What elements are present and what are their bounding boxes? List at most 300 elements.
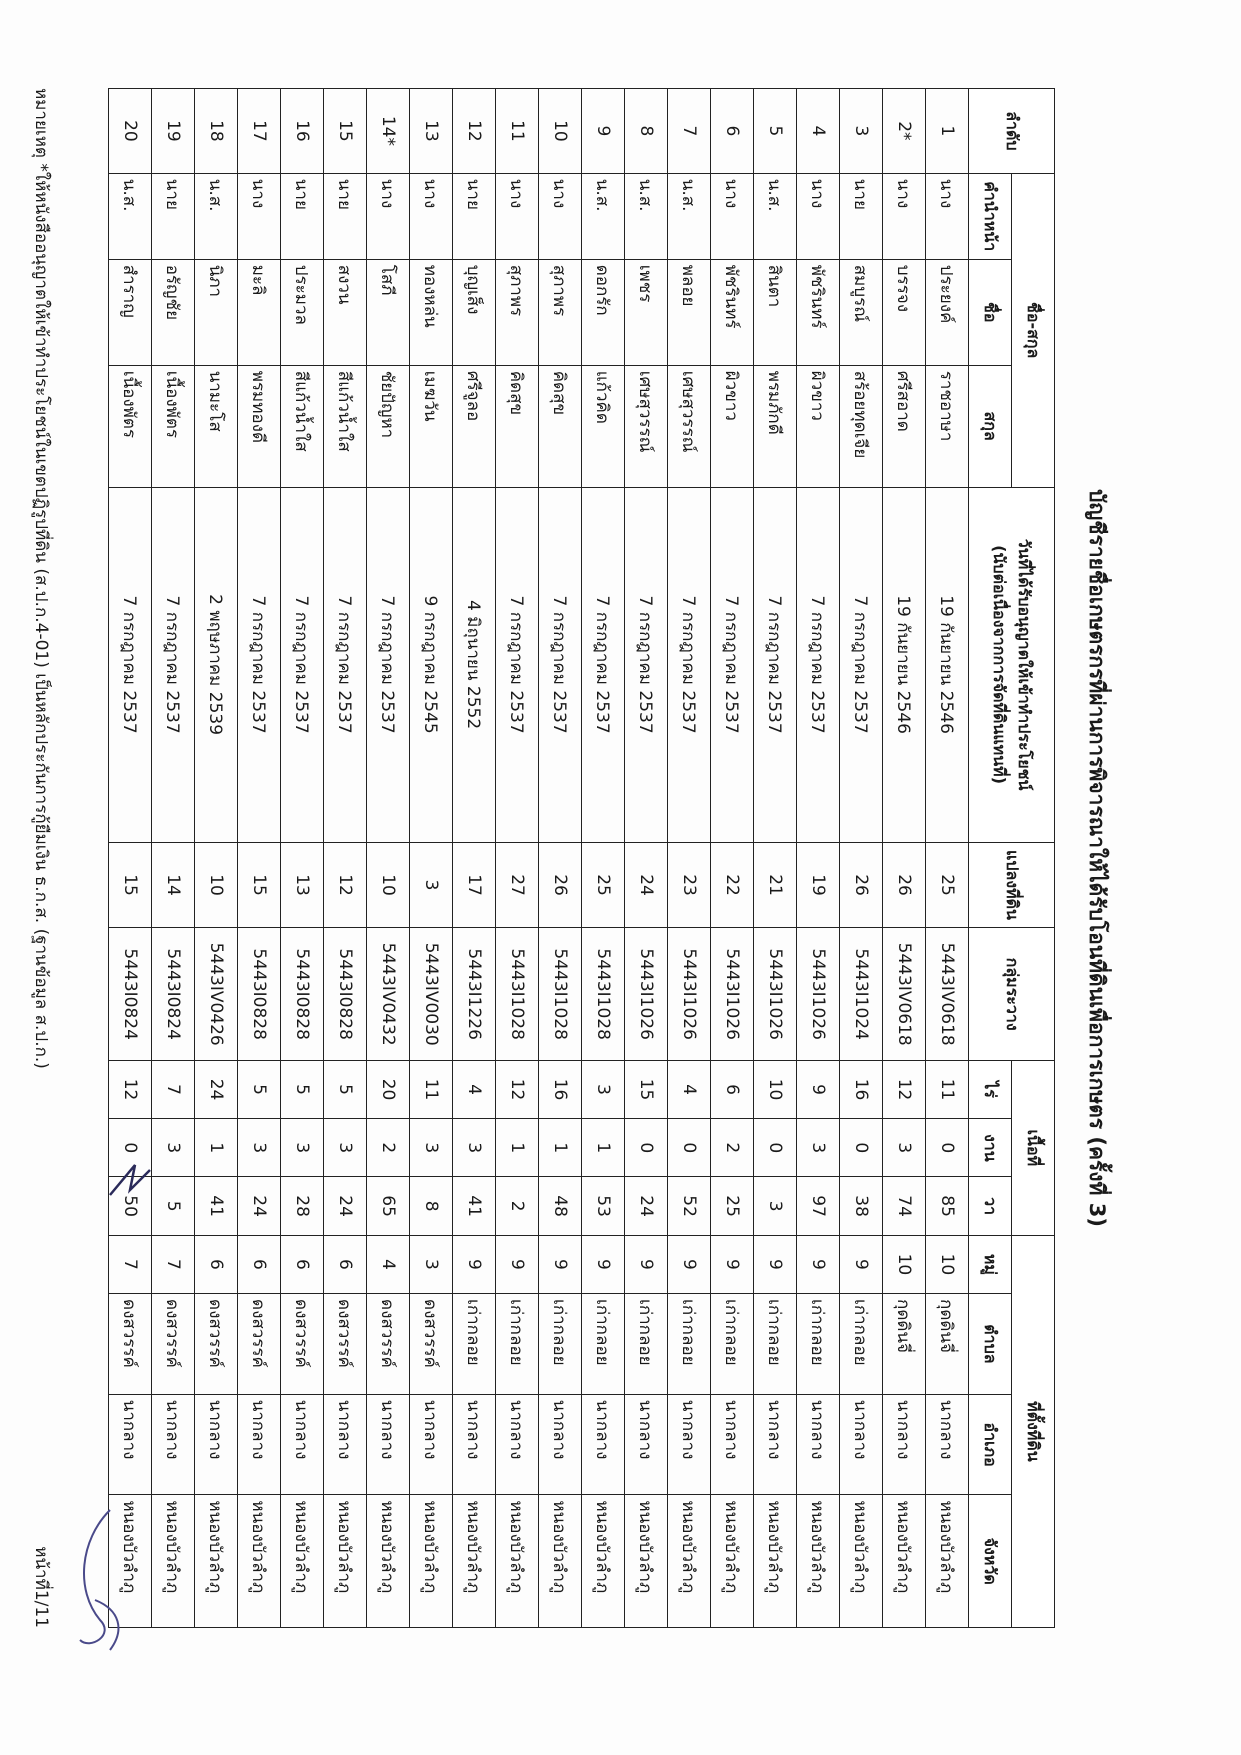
header-name-group: ชื่อ-สกุล — [1012, 173, 1055, 487]
header-amphoe: อำเภอ — [969, 1394, 1012, 1495]
cell-first: นิภา — [195, 259, 238, 365]
cell-plot: 25 — [926, 842, 969, 928]
cell-sheet: 5443I1028 — [582, 928, 625, 1060]
cell-prefix: น.ส. — [582, 173, 625, 259]
cell-amphoe: นากลาง — [152, 1394, 195, 1495]
cell-rai: 5 — [238, 1060, 281, 1118]
cell-rai: 4 — [668, 1060, 711, 1118]
cell-no: 1 — [926, 89, 969, 174]
table-row — [797, 89, 840, 1628]
cell-moo: 9 — [754, 1235, 797, 1293]
cell-moo: 9 — [539, 1235, 582, 1293]
cell-date: 7 กรกฎาคม 2537 — [668, 487, 711, 842]
footer-note: หมายเหตุ *ให้หนังสืออนุญาตให้เข้าทำประโยชน์ในเขตปฏิรูปที่ดิน (ส.ป.ก.4-01) เป็นหลักประกันการกู้ยืมเงิน ธ.ก.ส. (ฐานข้อมูล ส.ป.ก.) — [31, 88, 51, 1069]
cell-date: 7 กรกฎาคม 2537 — [281, 487, 324, 842]
cell-last: เมฆวัน — [410, 365, 453, 487]
cell-moo: 9 — [797, 1235, 840, 1293]
cell-tambon: ดงสวรรค์ — [195, 1294, 238, 1395]
cell-prefix: นาง — [496, 173, 539, 259]
table-row — [625, 89, 668, 1628]
cell-ngan: 3 — [453, 1119, 496, 1177]
cell-tambon: ดงสวรรค์ — [281, 1294, 324, 1395]
header-rai: ไร่ — [969, 1060, 1012, 1118]
cell-province: หนองบัวลำภู — [195, 1495, 238, 1628]
header-tambon: ตำบล — [969, 1294, 1012, 1395]
cell-ngan: 0 — [840, 1119, 883, 1177]
cell-tambon: เก่ากลอย — [539, 1294, 582, 1395]
cell-ngan: 3 — [238, 1119, 281, 1177]
cell-prefix: นาย — [152, 173, 195, 259]
cell-no: 13 — [410, 89, 453, 174]
cell-ngan: 3 — [883, 1119, 926, 1177]
header-date-line2: (นับต่อเนื่องจากการจัดที่ดินแทนที่) — [990, 545, 1010, 784]
cell-date: 7 กรกฎาคม 2537 — [711, 487, 754, 842]
cell-moo: 9 — [840, 1235, 883, 1293]
header-no: ลำดับ — [969, 89, 1055, 174]
cell-tambon: ดงสวรรค์ — [152, 1294, 195, 1395]
cell-province: หนองบัวลำภู — [152, 1495, 195, 1628]
cell-last: ศรีสอาด — [883, 365, 926, 487]
cell-last: ราชอาษา — [926, 365, 969, 487]
cell-date: 7 กรกฎาคม 2537 — [797, 487, 840, 842]
cell-tambon: ดงสวรรค์ — [410, 1294, 453, 1395]
cell-date: 7 กรกฎาคม 2537 — [582, 487, 625, 842]
cell-prefix: นาย — [281, 173, 324, 259]
cell-tambon: เก่ากลอย — [453, 1294, 496, 1395]
cell-tambon: กุดดินจี่ — [883, 1294, 926, 1395]
cell-sheet: 5443I0828 — [281, 928, 324, 1060]
cell-plot: 19 — [797, 842, 840, 928]
cell-amphoe: นากลาง — [711, 1394, 754, 1495]
cell-prefix: นาง — [883, 173, 926, 259]
cell-prefix: นาง — [926, 173, 969, 259]
cell-tambon: ดงสวรรค์ — [367, 1294, 410, 1395]
cell-date: 7 กรกฎาคม 2537 — [238, 487, 281, 842]
cell-province: หนองบัวลำภู — [324, 1495, 367, 1628]
cell-tambon: เก่ากลอย — [496, 1294, 539, 1395]
cell-last: ผิวขาว — [711, 365, 754, 487]
cell-ngan: 2 — [711, 1119, 754, 1177]
header-location-group: ที่ตั้งที่ดิน — [1012, 1235, 1055, 1627]
cell-moo: 9 — [711, 1235, 754, 1293]
cell-no: 17 — [238, 89, 281, 174]
cell-amphoe: นากลาง — [668, 1394, 711, 1495]
cell-sheet: 5443I1026 — [754, 928, 797, 1060]
cell-no: 20 — [109, 89, 152, 174]
cell-moo: 6 — [238, 1235, 281, 1293]
header-first-name: ชื่อ — [969, 259, 1012, 365]
cell-amphoe: นากลาง — [840, 1394, 883, 1495]
cell-first: ประยงค์ — [926, 259, 969, 365]
table-body — [109, 89, 969, 1628]
cell-date: 7 กรกฎาคม 2537 — [539, 487, 582, 842]
cell-date: 9 กรกฎาคม 2545 — [410, 487, 453, 842]
cell-rai: 16 — [539, 1060, 582, 1118]
cell-last: สีแก้วน้ำใส — [324, 365, 367, 487]
table-row — [152, 89, 195, 1628]
cell-wa: 24 — [625, 1177, 668, 1235]
header-province: จังหวัด — [969, 1495, 1012, 1628]
cell-moo: 9 — [625, 1235, 668, 1293]
cell-plot: 17 — [453, 842, 496, 928]
cell-sheet: 5443I0824 — [109, 928, 152, 1060]
cell-amphoe: นากลาง — [195, 1394, 238, 1495]
cell-moo: 9 — [582, 1235, 625, 1293]
cell-prefix: น.ส. — [109, 173, 152, 259]
cell-ngan: 0 — [926, 1119, 969, 1177]
cell-first: โสภี — [367, 259, 410, 365]
cell-first: พัชรินทร์ — [797, 259, 840, 365]
cell-wa: 24 — [324, 1177, 367, 1235]
cell-province: หนองบัวลำภู — [754, 1495, 797, 1628]
cell-moo: 7 — [109, 1235, 152, 1293]
cell-moo: 6 — [281, 1235, 324, 1293]
cell-first: เพชร — [625, 259, 668, 365]
cell-sheet: 5443I1026 — [625, 928, 668, 1060]
cell-tambon: ดงสวรรค์ — [109, 1294, 152, 1395]
cell-plot: 27 — [496, 842, 539, 928]
cell-province: หนองบัวลำภู — [281, 1495, 324, 1628]
cell-amphoe: นากลาง — [539, 1394, 582, 1495]
cell-last: พรมทองดี — [238, 365, 281, 487]
cell-province: หนองบัวลำภู — [883, 1495, 926, 1628]
cell-rai: 4 — [453, 1060, 496, 1118]
cell-wa: 8 — [410, 1177, 453, 1235]
cell-moo: 10 — [926, 1235, 969, 1293]
header-sheet: กลุ่มระวาง — [969, 928, 1055, 1060]
cell-plot: 3 — [410, 842, 453, 928]
cell-first: สุภาพร — [539, 259, 582, 365]
cell-no: 3 — [840, 89, 883, 174]
cell-first: พัชรินทร์ — [711, 259, 754, 365]
cell-amphoe: นากลาง — [797, 1394, 840, 1495]
table-row — [496, 89, 539, 1628]
cell-wa: 2 — [496, 1177, 539, 1235]
cell-prefix: นาง — [797, 173, 840, 259]
header-ngan: งาน — [969, 1119, 1012, 1177]
cell-first: ประมวล — [281, 259, 324, 365]
cell-date: 7 กรกฎาคม 2537 — [109, 487, 152, 842]
rotated-sheet — [31, 88, 1109, 1628]
cell-last: สีแก้วน้ำใส — [281, 365, 324, 487]
table-row — [539, 89, 582, 1628]
document-title: บัญชีรายชื่อเกษตรกรที่ผ่านการพิจารณาให้ได้รับโอนที่ดินเพื่อการเกษตร (ครั้งที่ 3) — [1085, 489, 1109, 1227]
cell-rai: 12 — [109, 1060, 152, 1118]
cell-plot: 15 — [109, 842, 152, 928]
cell-first: มะลิ — [238, 259, 281, 365]
header-wa: วา — [969, 1177, 1012, 1235]
table-row — [410, 89, 453, 1628]
cell-rai: 10 — [754, 1060, 797, 1118]
cell-ngan: 0 — [625, 1119, 668, 1177]
cell-plot: 24 — [625, 842, 668, 928]
cell-amphoe: นากลาง — [109, 1394, 152, 1495]
cell-no: 6 — [711, 89, 754, 174]
cell-date: 7 กรกฎาคม 2537 — [625, 487, 668, 842]
cell-rai: 5 — [324, 1060, 367, 1118]
cell-sheet: 5443IV0618 — [926, 928, 969, 1060]
cell-ngan: 3 — [324, 1119, 367, 1177]
cell-no: 16 — [281, 89, 324, 174]
cell-wa: 25 — [711, 1177, 754, 1235]
header-prefix: คำนำหน้า — [969, 173, 1012, 259]
cell-first: สินตา — [754, 259, 797, 365]
cell-province: หนองบัวลำภู — [926, 1495, 969, 1628]
cell-no: 7 — [668, 89, 711, 174]
cell-rai: 15 — [625, 1060, 668, 1118]
cell-moo: 9 — [668, 1235, 711, 1293]
signature-right — [100, 1150, 160, 1210]
cell-first: สำราญ — [109, 259, 152, 365]
cell-tambon: ดงสวรรค์ — [324, 1294, 367, 1395]
cell-wa: 97 — [797, 1177, 840, 1235]
cell-last: คิดสุข — [496, 365, 539, 487]
cell-plot: 26 — [883, 842, 926, 928]
cell-plot: 10 — [195, 842, 238, 928]
table-row — [582, 89, 625, 1628]
cell-province: หนองบัวลำภู — [238, 1495, 281, 1628]
cell-ngan: 3 — [797, 1119, 840, 1177]
cell-sheet: 5443I1028 — [539, 928, 582, 1060]
cell-amphoe: นากลาง — [496, 1394, 539, 1495]
cell-amphoe: นากลาง — [324, 1394, 367, 1495]
cell-wa: 41 — [195, 1177, 238, 1235]
cell-province: หนองบัวลำภู — [539, 1495, 582, 1628]
cell-plot: 15 — [238, 842, 281, 928]
cell-last: เนื้องพัตร — [109, 365, 152, 487]
cell-plot: 12 — [324, 842, 367, 928]
signature-left — [60, 1500, 140, 1660]
cell-wa: 28 — [281, 1177, 324, 1235]
cell-wa: 38 — [840, 1177, 883, 1235]
cell-plot: 14 — [152, 842, 195, 928]
cell-amphoe: นากลาง — [625, 1394, 668, 1495]
cell-province: หนองบัวลำภู — [668, 1495, 711, 1628]
cell-last: ศรีจูลอ — [453, 365, 496, 487]
cell-prefix: นาง — [410, 173, 453, 259]
cell-first: พลอย — [668, 259, 711, 365]
cell-province: หนองบัวลำภู — [711, 1495, 754, 1628]
table-row — [281, 89, 324, 1628]
cell-sheet: 5443I1026 — [711, 928, 754, 1060]
cell-prefix: นาง — [539, 173, 582, 259]
cell-wa: 41 — [453, 1177, 496, 1235]
cell-ngan: 2 — [367, 1119, 410, 1177]
table-row — [754, 89, 797, 1628]
table-row — [324, 89, 367, 1628]
cell-sheet: 5443I1026 — [797, 928, 840, 1060]
cell-plot: 23 — [668, 842, 711, 928]
cell-date: 2 พฤษภาคม 2539 — [195, 487, 238, 842]
cell-wa: 53 — [582, 1177, 625, 1235]
cell-first: สุภาพร — [496, 259, 539, 365]
cell-ngan: 3 — [410, 1119, 453, 1177]
table-row — [238, 89, 281, 1628]
cell-province: หนองบัวลำภู — [840, 1495, 883, 1628]
cell-wa: 50 — [109, 1177, 152, 1235]
cell-sheet: 5443IV0426 — [195, 928, 238, 1060]
cell-date: 4 มิถุนายน 2552 — [453, 487, 496, 842]
cell-sheet: 5443IV0618 — [883, 928, 926, 1060]
cell-no: 5 — [754, 89, 797, 174]
cell-no: 11 — [496, 89, 539, 174]
cell-first: บรรจง — [883, 259, 926, 365]
cell-date: 7 กรกฎาคม 2537 — [496, 487, 539, 842]
cell-province: หนองบัวลำภู — [496, 1495, 539, 1628]
cell-tambon: กุดดินจี่ — [926, 1294, 969, 1395]
cell-date: 19 กันยายน 2546 — [883, 487, 926, 842]
cell-wa: 3 — [754, 1177, 797, 1235]
cell-tambon: เก่ากลอย — [840, 1294, 883, 1395]
cell-prefix: น.ส. — [195, 173, 238, 259]
cell-no: 4 — [797, 89, 840, 174]
header-moo: หมู่ — [969, 1235, 1012, 1293]
header-plot: แปลงที่ดิน — [969, 842, 1055, 928]
cell-tambon: เก่ากลอย — [797, 1294, 840, 1395]
cell-sheet: 5443I0824 — [152, 928, 195, 1060]
cell-sheet: 5443I0828 — [238, 928, 281, 1060]
cell-wa: 5 — [152, 1177, 195, 1235]
cell-rai: 7 — [152, 1060, 195, 1118]
cell-date: 7 กรกฎาคม 2537 — [754, 487, 797, 842]
cell-last: เศษสุวรรณ์ — [668, 365, 711, 487]
cell-tambon: เก่ากลอย — [582, 1294, 625, 1395]
cell-ngan: 1 — [195, 1119, 238, 1177]
table-row — [109, 89, 152, 1628]
cell-first: สมบูรณ์ — [840, 259, 883, 365]
cell-province: หนองบัวลำภู — [625, 1495, 668, 1628]
cell-province: หนองบัวลำภู — [109, 1495, 152, 1628]
cell-sheet: 5443IV0030 — [410, 928, 453, 1060]
cell-prefix: น.ส. — [668, 173, 711, 259]
cell-wa: 24 — [238, 1177, 281, 1235]
cell-amphoe: นากลาง — [238, 1394, 281, 1495]
cell-rai: 24 — [195, 1060, 238, 1118]
cell-wa: 48 — [539, 1177, 582, 1235]
cell-prefix: นาย — [324, 173, 367, 259]
cell-ngan: 0 — [754, 1119, 797, 1177]
cell-last: เศษสุวรรณ์ — [625, 365, 668, 487]
table-row — [668, 89, 711, 1628]
cell-prefix: น.ส. — [625, 173, 668, 259]
header-date-line1: วันที่ได้รับอนุญาตให้เข้าทำประโยชน์ — [1015, 538, 1035, 791]
cell-rai: 12 — [883, 1060, 926, 1118]
cell-no: 8 — [625, 89, 668, 174]
cell-date: 19 กันยายน 2546 — [926, 487, 969, 842]
cell-rai: 5 — [281, 1060, 324, 1118]
table-row — [883, 89, 926, 1628]
cell-wa: 52 — [668, 1177, 711, 1235]
cell-rai: 9 — [797, 1060, 840, 1118]
cell-moo: 6 — [324, 1235, 367, 1293]
cell-no: 14* — [367, 89, 410, 174]
cell-amphoe: นากลาง — [883, 1394, 926, 1495]
cell-ngan: 0 — [109, 1119, 152, 1177]
cell-first: ทองหล่น — [410, 259, 453, 365]
cell-wa: 74 — [883, 1177, 926, 1235]
cell-first: บุญเส็ง — [453, 259, 496, 365]
cell-amphoe: นากลาง — [281, 1394, 324, 1495]
cell-moo: 7 — [152, 1235, 195, 1293]
cell-last: ชัยปัญหา — [367, 365, 410, 487]
cell-prefix: นาง — [367, 173, 410, 259]
cell-ngan: 1 — [539, 1119, 582, 1177]
table-row — [367, 89, 410, 1628]
cell-moo: 6 — [195, 1235, 238, 1293]
table-row — [453, 89, 496, 1628]
cell-moo: 3 — [410, 1235, 453, 1293]
cell-amphoe: นากลาง — [410, 1394, 453, 1495]
cell-amphoe: นากลาง — [926, 1394, 969, 1495]
table-row — [926, 89, 969, 1628]
cell-no: 9 — [582, 89, 625, 174]
cell-province: หนองบัวลำภู — [410, 1495, 453, 1628]
cell-date: 7 กรกฎาคม 2537 — [367, 487, 410, 842]
cell-prefix: น.ส. — [754, 173, 797, 259]
cell-no: 15 — [324, 89, 367, 174]
table-row — [195, 89, 238, 1628]
table-row — [840, 89, 883, 1628]
cell-plot: 22 — [711, 842, 754, 928]
cell-no: 12 — [453, 89, 496, 174]
cell-sheet: 5443IV0432 — [367, 928, 410, 1060]
farmer-list-table — [108, 88, 1055, 1628]
cell-sheet: 5443I1226 — [453, 928, 496, 1060]
cell-sheet: 5443I1024 — [840, 928, 883, 1060]
cell-rai: 12 — [496, 1060, 539, 1118]
cell-plot: 26 — [539, 842, 582, 928]
cell-ngan: 0 — [668, 1119, 711, 1177]
cell-sheet: 5443I1028 — [496, 928, 539, 1060]
cell-plot: 26 — [840, 842, 883, 928]
cell-moo: 10 — [883, 1235, 926, 1293]
cell-tambon: เก่ากลอย — [668, 1294, 711, 1395]
cell-last: คิดสุข — [539, 365, 582, 487]
cell-first: ดอกรัก — [582, 259, 625, 365]
cell-prefix: นาง — [711, 173, 754, 259]
cell-ngan: 3 — [281, 1119, 324, 1177]
cell-rai: 16 — [840, 1060, 883, 1118]
cell-moo: 4 — [367, 1235, 410, 1293]
header-area-group: เนื้อที่ — [1012, 1060, 1055, 1235]
cell-prefix: นาง — [238, 173, 281, 259]
cell-no: 19 — [152, 89, 195, 174]
cell-date: 7 กรกฎาคม 2537 — [152, 487, 195, 842]
cell-last: พรมภักดี — [754, 365, 797, 487]
cell-rai: 11 — [410, 1060, 453, 1118]
cell-province: หนองบัวลำภู — [797, 1495, 840, 1628]
header-date — [969, 487, 1055, 842]
cell-last: สร้อยทุดเจีย — [840, 365, 883, 487]
page-number: หน้าที่1/11 — [31, 1546, 51, 1628]
cell-province: หนองบัวลำภู — [582, 1495, 625, 1628]
cell-tambon: ดงสวรรค์ — [238, 1294, 281, 1395]
cell-no: 10 — [539, 89, 582, 174]
header-last-name: สกุล — [969, 365, 1012, 487]
cell-ngan: 1 — [496, 1119, 539, 1177]
cell-moo: 9 — [453, 1235, 496, 1293]
cell-last: เนื้องพัตร — [152, 365, 195, 487]
cell-tambon: เก่ากลอย — [754, 1294, 797, 1395]
cell-tambon: เก่ากลอย — [711, 1294, 754, 1395]
cell-rai: 6 — [711, 1060, 754, 1118]
cell-plot: 25 — [582, 842, 625, 928]
cell-rai: 3 — [582, 1060, 625, 1118]
cell-amphoe: นากลาง — [754, 1394, 797, 1495]
cell-prefix: นาย — [453, 173, 496, 259]
cell-amphoe: นากลาง — [453, 1394, 496, 1495]
cell-tambon: เก่ากลอย — [625, 1294, 668, 1395]
